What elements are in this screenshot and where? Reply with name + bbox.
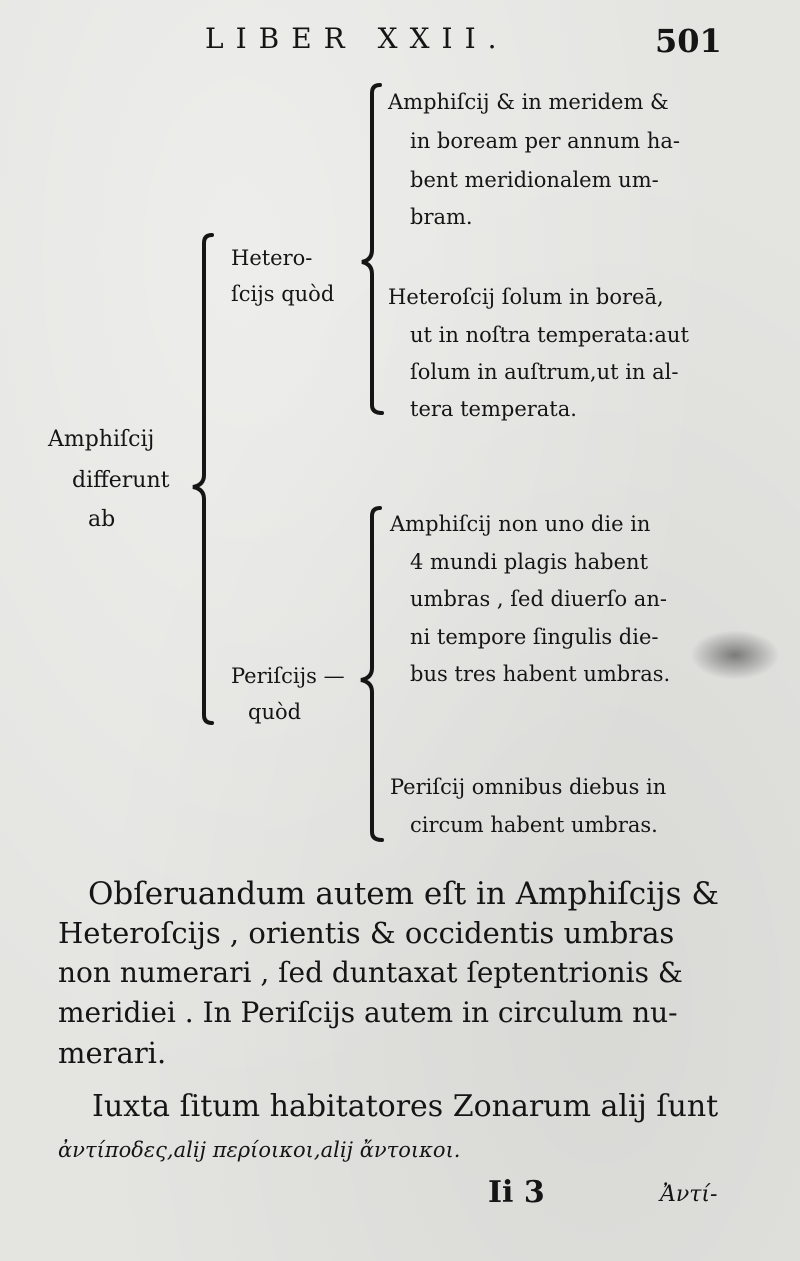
heteroscij-lower-line-2: ut in noſtra temperata:aut	[410, 323, 689, 347]
paragraph-2-line-2: ἀντίποδες,alij περίοικοι,alij ἄντοικοι.	[58, 1138, 461, 1162]
catchword: Ἀντί-	[660, 1182, 718, 1207]
heteroscij-upper-line-2: in boream per annum ha-	[410, 129, 680, 153]
periscij-upper-line-1: Amphiſcij non uno die in	[390, 512, 651, 536]
periscij-upper-line-4: ni tempore ſingulis die-	[410, 625, 659, 649]
periscij-upper-line-5: bus tres habent umbras.	[410, 662, 671, 686]
periscij-upper-line-2: 4 mundi plagis habent	[410, 550, 649, 574]
root-label-line-1: Amphiſcij	[48, 427, 155, 452]
periscij-upper-line-3: umbras , ſed diuerſo an-	[410, 587, 667, 611]
root-label-line-2: differunt	[72, 468, 170, 493]
running-header: LIBER XXII.	[205, 22, 509, 55]
periscij-label-line-1: Periſcijs —	[231, 664, 345, 688]
signature-mark: Ii 3	[488, 1175, 545, 1210]
heteroscij-upper-line-4: bram.	[410, 205, 473, 229]
heteroscij-lower-line-4: tera temperata.	[410, 397, 577, 421]
heteroscij-lower-line-1: Heteroſcij ſolum in boreā,	[388, 285, 664, 309]
paragraph-1-line-5: merari.	[58, 1036, 167, 1070]
periscij-lower-line-2: circum habent umbras.	[410, 813, 658, 837]
heteroscij-label-line-2: ſcijs quòd	[231, 282, 335, 306]
paragraph-1-line-1: Obſeruandum autem eſt in Amphiſcijs &	[88, 876, 719, 912]
heteroscij-upper-line-1: Amphiſcij & in meridem &	[388, 90, 669, 114]
paragraph-1-line-2: Heteroſcijs , orientis & occidentis umbras	[58, 916, 675, 950]
periscij-brace	[361, 508, 382, 840]
heteroscij-lower-line-3: ſolum in auſtrum,ut in al-	[410, 360, 679, 384]
periscij-lower-line-1: Periſcij omnibus diebus in	[390, 775, 667, 799]
ink-smudge	[690, 630, 780, 680]
root-label-line-3: ab	[88, 507, 116, 532]
paragraph-1-line-4: meridiei . In Periſcijs autem in circulum nu-	[58, 996, 678, 1029]
periscij-label-line-2: quòd	[248, 700, 302, 724]
paragraph-1-line-3: non numerari , ſed duntaxat ſeptentrionis &	[58, 956, 683, 989]
paragraph-2-line-1: Iuxta ſitum habitatores Zonarum alij ſunt	[92, 1089, 719, 1124]
page-number: 501	[655, 22, 722, 60]
heteroscij-brace	[362, 85, 382, 413]
heteroscij-upper-line-3: bent meridionalem um-	[410, 168, 659, 192]
main-brace	[193, 235, 212, 723]
heteroscij-label-line-1: Hetero-	[231, 246, 313, 270]
